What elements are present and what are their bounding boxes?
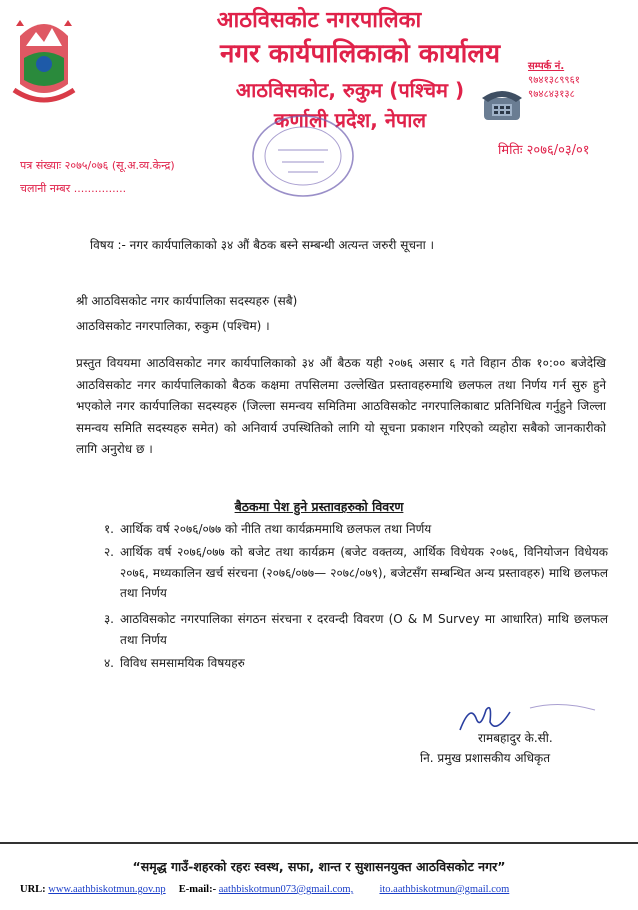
list-item-text: आठविसकोट नगरपालिका संगठन संरचना र दरवन्दी विवरण (O & M Survey मा आधारित) माथि छलफल तथा निर्णय (120, 612, 608, 647)
list-item (76, 542, 616, 604)
letter-subject: विषय :- नगर कार्यपालिकाको ३४ औं बैठक बस्ने सम्बन्धी अत्यन्त जरुरी सूचना । (90, 238, 435, 252)
footer-contacts (20, 884, 630, 895)
section-title: बैठकमा पेश हुने प्रस्तावहरुको विवरण (234, 499, 404, 514)
footer-divider (0, 842, 638, 844)
contact-phone-1: ९७४१३८९९६१ (528, 75, 580, 86)
list-item-number: १. (103, 522, 114, 536)
list-item-number: ३. (103, 612, 114, 626)
website-link[interactable]: www.aathbiskotmun.gov.np (48, 884, 166, 895)
dispatch-number: चलानी नम्बर ............... (20, 182, 127, 195)
recipient-line-2: आठविसकोट नगरपालिका, रुकुम (पश्चिम) । (76, 319, 270, 333)
email-label: E-mail:- (178, 884, 217, 895)
list-item (76, 519, 616, 540)
list-item (76, 609, 616, 650)
header-province: कर्णाली प्रदेश, नेपाल (273, 108, 427, 132)
contact-block (528, 60, 580, 102)
list-item-number: २. (103, 545, 114, 559)
footer-slogan: “समृद्ध गाउँ-शहरको रहरः स्वस्थ, सफा, शान्त र सुशासनयुक्त आठविसकोट नगर” (132, 859, 506, 874)
signatory-role: नि. प्रमुख प्रशासकीय अधिकृत (420, 751, 551, 765)
list-item (76, 653, 616, 674)
list-item-text: विविध समसामयिक विषयहरु (120, 656, 245, 670)
list-item-text: आर्थिक वर्ष २०७६/०७७ को नीति तथा कार्यक्रममाथि छलफल तथा निर्णय (120, 522, 432, 536)
contact-label: सम्पर्क नं. (528, 61, 565, 72)
email-link-1[interactable]: aathbiskotmun073@gmail.com, (218, 884, 354, 895)
list-item-text: आर्थिक वर्ष २०७६/०७७ को बजेट तथा कार्यक्रम (बजेट वक्तव्य, आर्थिक विधेयक २०७६, विनियोजन विधेयक २०७६, मध्यकालिन खर्च संरचना (२०७६/०७७— २०७८/०७९), बजेटसँग सम्बन्धित अन्य प्रस्तावहरु) माथि छलफल तथा निर्णय (120, 545, 608, 600)
signatory-name: रामबहादुर के.सी. (478, 731, 553, 745)
header-location: आठविसकोट, रुकुम (पश्चिम ) (235, 78, 465, 102)
header-office-name: नगर कार्यपालिकाको कार्यालय (219, 39, 501, 69)
office-stamp (248, 110, 358, 202)
reference-number: पत्र संख्याः २०७५/०७६ (सू.अ.व्य.केन्द्र) (20, 159, 175, 172)
body-paragraph: प्रस्तुत विययमा आठविसकोट नगर कार्यपालिकाको ३४ औं बैठक यही २०७६ असार ६ गते विहान ठीक १०:०० बजेदेखि आठविसकोट नगर कार्यपालिकाको बैठक कक्षमा तपसिलमा उल्लेखित प्रस्तावहरुमाथि छलफल तथा निर्णय गर्न सुरु हुने भएकोले नगर कार्यपालिका सदस्यहरु (जिल्ला समन्वय समितिमा आठविसकोट नगरपालिकाबाट प्रतिनिधित्व गर्नुहुने जिल्ला समन्वय समिति सदस्यहरु समेत) को अनिवार्य उपस्थितिको लागि यो सूचना प्रकाशन गरिएको व्यहोरा सबैको जानकारीको लागि अनुरोध छ । (76, 356, 606, 457)
contact-phone-2: ९७४८४३१३८ (528, 89, 575, 100)
recipient-line-1: श्री आठविसकोट नगर कार्यपालिका सदस्यहरु (सबै) (76, 294, 298, 308)
list-item-number: ४. (103, 656, 114, 670)
url-label: URL: (20, 884, 46, 895)
header-municipality-name: आठविसकोट नगरपालिका (216, 8, 422, 33)
telephone-icon (480, 84, 524, 124)
email-link-2[interactable]: ito.aathbiskotmun@gmail.com (379, 884, 510, 895)
letter-date: मितिः २०७६/०३/०१ (498, 143, 590, 158)
